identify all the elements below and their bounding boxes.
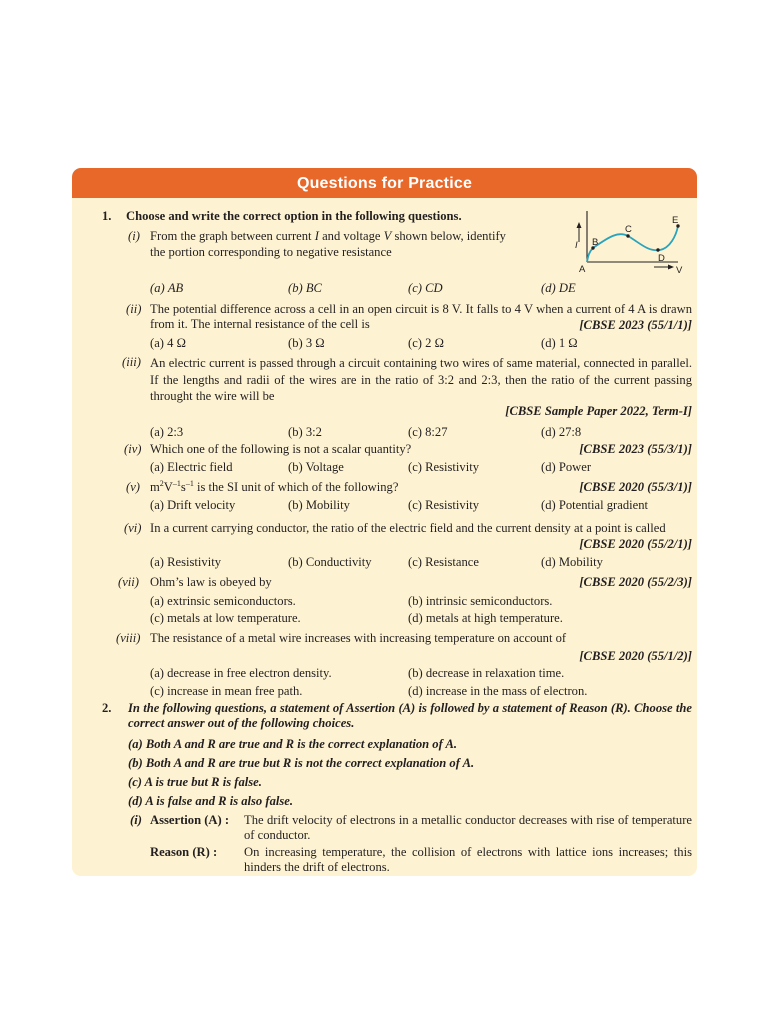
q2-i-label: (i) xyxy=(130,813,142,827)
q1-vi-text: In a current carrying conductor, the ratio of the electric field and the current density at a point is called xyxy=(150,521,666,535)
q1-iv-text: Which one of the following is not a scalar quantity? xyxy=(150,442,412,456)
q1-vii-source: [CBSE 2020 (55/2/3)] xyxy=(579,575,692,589)
point-d xyxy=(656,248,659,251)
q1-viii-option-b: (b) decrease in relaxation time. xyxy=(408,666,565,680)
q2-choice-a: (a) Both A and R are true and R is the correct explanation of A. xyxy=(128,737,457,751)
q1-viii-source: [CBSE 2020 (55/1/2)] xyxy=(579,649,692,663)
assertion-text: The drift velocity of electrons in a metallic conductor decreases with rise of temperature of conductor. xyxy=(244,813,692,842)
q1-viii-option-d: (d) increase in the mass of electron. xyxy=(408,684,588,698)
q2-heading: In the following questions, a statement of Assertion (A) is followed by a statement of Reason (R). Choose the correct answer out of the following choices. xyxy=(128,701,692,730)
arrow-up-icon xyxy=(577,222,582,228)
q1-v-text: $m^2V^{-1}s^{-1}$ is the SI unit of which of the following? xyxy=(150,478,399,494)
section-title: Questions for Practice xyxy=(72,168,697,198)
q1-v-option-b: (b) Mobility xyxy=(288,498,350,512)
graph-label-d: D xyxy=(658,253,665,264)
q1-viii-option-a: (a) decrease in free electron density. xyxy=(150,666,332,680)
graph-label-b: B xyxy=(592,237,599,248)
q1-viii-text: The resistance of a metal wire increases with increasing temperature on account of xyxy=(150,631,567,645)
q1-iv-option-b: (b) Voltage xyxy=(288,460,344,474)
q1-i-option-d: (d) DE xyxy=(541,281,576,295)
q2-number: 2. xyxy=(102,701,112,715)
q1-vi-option-c: (c) Resistance xyxy=(408,555,479,569)
graph-label-a: A xyxy=(579,264,586,275)
iv-graph xyxy=(570,208,690,280)
q1-iii-option-d: (d) 27:8 xyxy=(541,425,582,439)
q1-i-line1: From the graph between current I and voltage V shown below, identify xyxy=(150,229,506,243)
q1-i-line2: the portion corresponding to negative resistance xyxy=(150,245,392,259)
reason-label: Reason (R) : xyxy=(150,845,218,859)
q1-ii-text: The potential difference across a cell in an open circuit is 8 V. It falls to 4 V when a current of 4 A is drawn from it. The internal resistance of the cell is xyxy=(150,302,692,331)
q1-iii-label: (iii) xyxy=(122,355,141,369)
q1-ii-option-a: (a) 4 Ω xyxy=(150,336,186,350)
q1-iii-option-c: (c) 8:27 xyxy=(408,425,448,439)
q1-ii-option-d: (d) 1 Ω xyxy=(541,336,578,350)
graph-y-label: I xyxy=(575,240,578,251)
q1-vii-label: (vii) xyxy=(118,575,139,589)
q1-heading: Choose and write the correct option in the following questions. xyxy=(126,209,462,223)
q1-vii-text: Ohm’s law is obeyed by xyxy=(150,575,272,589)
q1-ii-option-b: (b) 3 Ω xyxy=(288,336,325,350)
q1-vii-option-d: (d) metals at high temperature. xyxy=(408,611,563,625)
q1-vii-option-c: (c) metals at low temperature. xyxy=(150,611,301,625)
q1-v-source: [CBSE 2020 (55/3/1)] xyxy=(579,480,692,494)
q1-iii-option-b: (b) 3:2 xyxy=(288,425,322,439)
q1-ii-source: [CBSE 2023 (55/1/1)] xyxy=(579,318,692,332)
q1-vii-option-b: (b) intrinsic semiconductors. xyxy=(408,594,553,608)
q2-choice-c: (c) A is true but R is false. xyxy=(128,775,262,789)
q1-vi-label: (vi) xyxy=(124,521,142,535)
q1-i-option-c: (c) CD xyxy=(408,281,443,295)
q1-number: 1. xyxy=(102,209,112,223)
q1-iv-option-c: (c) Resistivity xyxy=(408,460,480,474)
graph-label-c: C xyxy=(625,224,632,235)
q1-iv-option-d: (d) Power xyxy=(541,460,592,474)
graph-label-e: E xyxy=(672,215,679,226)
q1-i-option-a: (a) AB xyxy=(150,281,184,295)
arrow-right-icon xyxy=(668,265,674,270)
q1-viii-label: (viii) xyxy=(116,631,141,645)
q1-iv-option-a: (a) Electric field xyxy=(150,460,233,474)
q1-iv-label: (iv) xyxy=(124,442,142,456)
q1-iii-option-a: (a) 2:3 xyxy=(150,425,184,439)
q1-vi-source: [CBSE 2020 (55/2/1)] xyxy=(579,537,692,551)
q1-vi-option-a: (a) Resistivity xyxy=(150,555,222,569)
q1-v-label: (v) xyxy=(126,480,140,494)
q1-iii-source: [CBSE Sample Paper 2022, Term-I] xyxy=(505,404,692,418)
q1-v-option-c: (c) Resistivity xyxy=(408,498,480,512)
q1-v-option-d: (d) Potential gradient xyxy=(541,498,649,512)
q1-i-label: (i) xyxy=(128,229,140,243)
q1-ii-option-c: (c) 2 Ω xyxy=(408,336,444,350)
q1-iv-source: [CBSE 2023 (55/3/1)] xyxy=(579,442,692,456)
q1-v-option-a: (a) Drift velocity xyxy=(150,498,236,512)
q1-vii-option-a: (a) extrinsic semiconductors. xyxy=(150,594,296,608)
q2-choice-b: (b) Both A and R are true but R is not the correct explanation of A. xyxy=(128,756,475,770)
assertion-label: Assertion (A) : xyxy=(150,813,230,827)
q1-iii-text: An electric current is passed through a circuit containing two wires of same material, connected in parallel. If the lengths and radii of the wires are in the ratio of 3:2 and 2:3, then the ratio of the current passing throught the wire will be xyxy=(150,356,692,403)
reason-text: On increasing temperature, the collision of electrons with lattice ions increases; this hinders the drift of electrons. xyxy=(244,845,692,874)
q1-viii-option-c: (c) increase in mean free path. xyxy=(150,684,303,698)
q1-ii-label: (ii) xyxy=(126,302,142,316)
graph-x-label: V xyxy=(676,265,683,276)
q1-i-option-b: (b) BC xyxy=(288,281,322,295)
q1-vi-option-b: (b) Conductivity xyxy=(288,555,372,569)
q2-choice-d: (d) A is false and R is also false. xyxy=(128,794,294,808)
q1-vi-option-d: (d) Mobility xyxy=(541,555,603,569)
